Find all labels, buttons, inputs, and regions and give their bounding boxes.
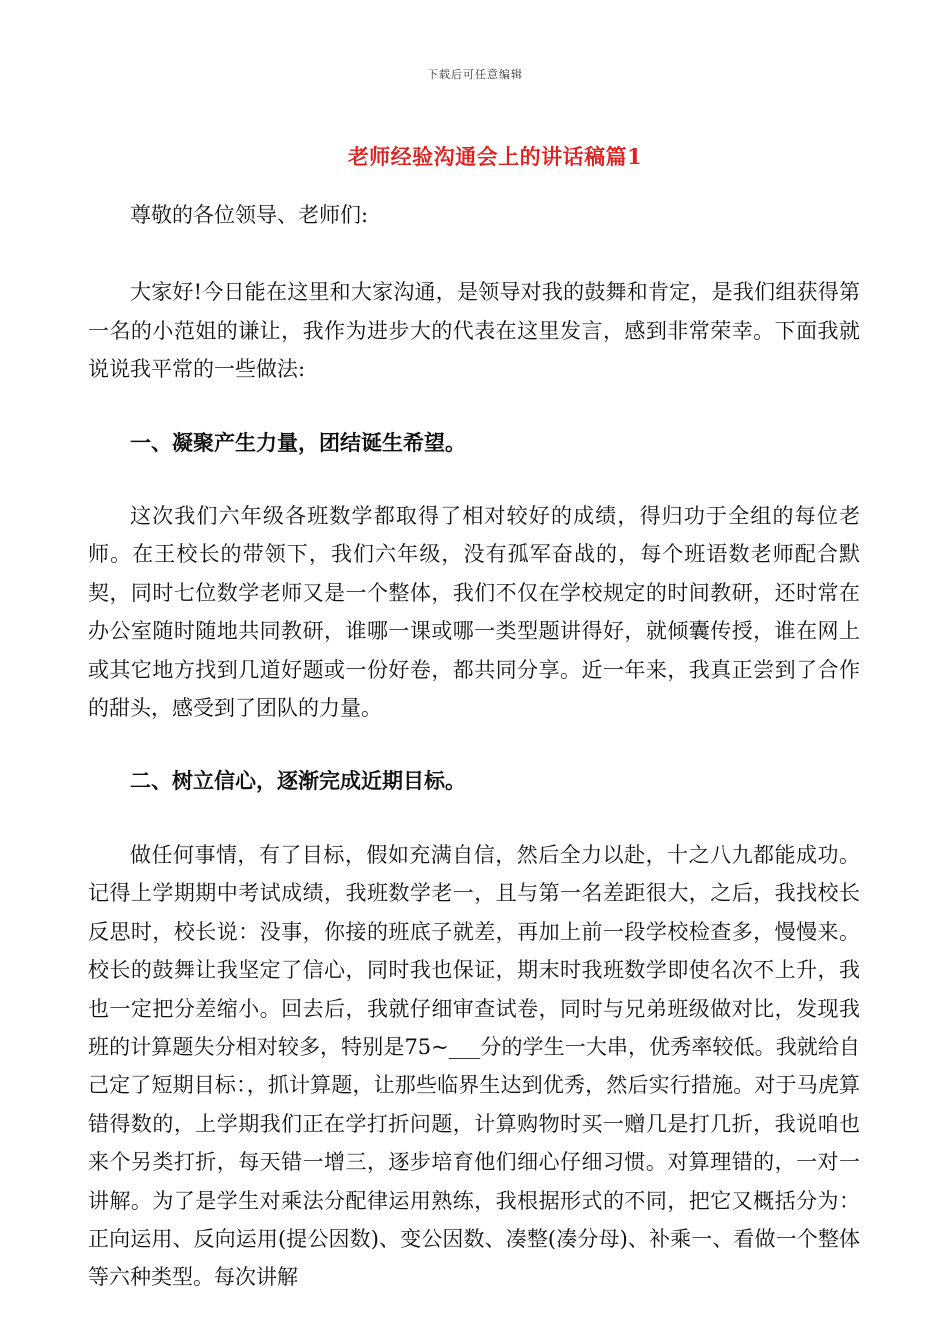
paragraph-teamwork: 这次我们六年级各班数学都取得了相对较好的成绩，得归功于全组的每位老师。在王校长的带领下，我们六年级，没有孤军奋战的，每个班语数老师配合默契，同时七位数学老师又是一个整体，我们不仅在学校规定的时间教研，还时常在办公室随时随地共同教研，谁哪一课或哪一类型题讲得好，就倾囊传授，谁在网上或其它地方找到几道好题或一份好卷，都共同分享。近一年来，我真正尝到了合作的甜头，感受到了团队的力量。 (88, 504, 860, 721)
paragraph-intro: 大家好!今日能在这里和大家沟通，是领导对我的鼓舞和肯定，是我们组获得第一名的小范姐的谦让，我作为进步大的代表在这里发言，感到非常荣幸。下面我就说说我平常的一些做法: (88, 280, 860, 382)
header-note: 下载后可任意编辑 (427, 68, 523, 81)
document-title: 老师经验沟通会上的讲话稿篇1 (347, 144, 643, 169)
paragraph-goals: 做任何事情，有了目标，假如充满自信，然后全力以赴，十之八九都能成功。记得上学期期中考试成绩，我班数学老一，且与第一名差距很大，之后，我找校长反思时，校长说：没事，你接的班底子就差，再加上前一段学校检查多，慢慢来。校长的鼓舞让我坚定了信心，同时我也保证，期末时我班数学即使名次不上升，我也一定把分差缩小。回去后，我就仔细审查试卷，同时与兄弟班级做对比，发现我班的计算题失分相对较多，特别是75~___分的学生一大串，优秀率较低。我就给自己定了短期目标：，抓计算题，让那些临界生达到优秀，然后实行措施。对于马虎算错得数的，上学期我们正在学打折问题，计算购物时买一赠几是打几折，我说咱也来个另类打折，每天错一增三，逐步培育他们细心仔细习惯。对算理错的，一对一讲解。为了是学生对乘法分配律运用熟练，我根据形式的不同，把它又概括分为：正向运用、反向运用(提公因数)、变公因数、凑整(凑分母)、补乘一、看做一个整体等六种类型。每次讲解 (88, 842, 860, 1290)
section-heading-1: 一、凝聚产生力量，团结诞生希望。 (130, 429, 466, 455)
document-body (88, 196, 860, 1297)
section-heading-2: 二、树立信心，逐渐完成近期目标。 (130, 768, 466, 794)
greeting-line: 尊敬的各位领导、老师们: (130, 203, 369, 227)
